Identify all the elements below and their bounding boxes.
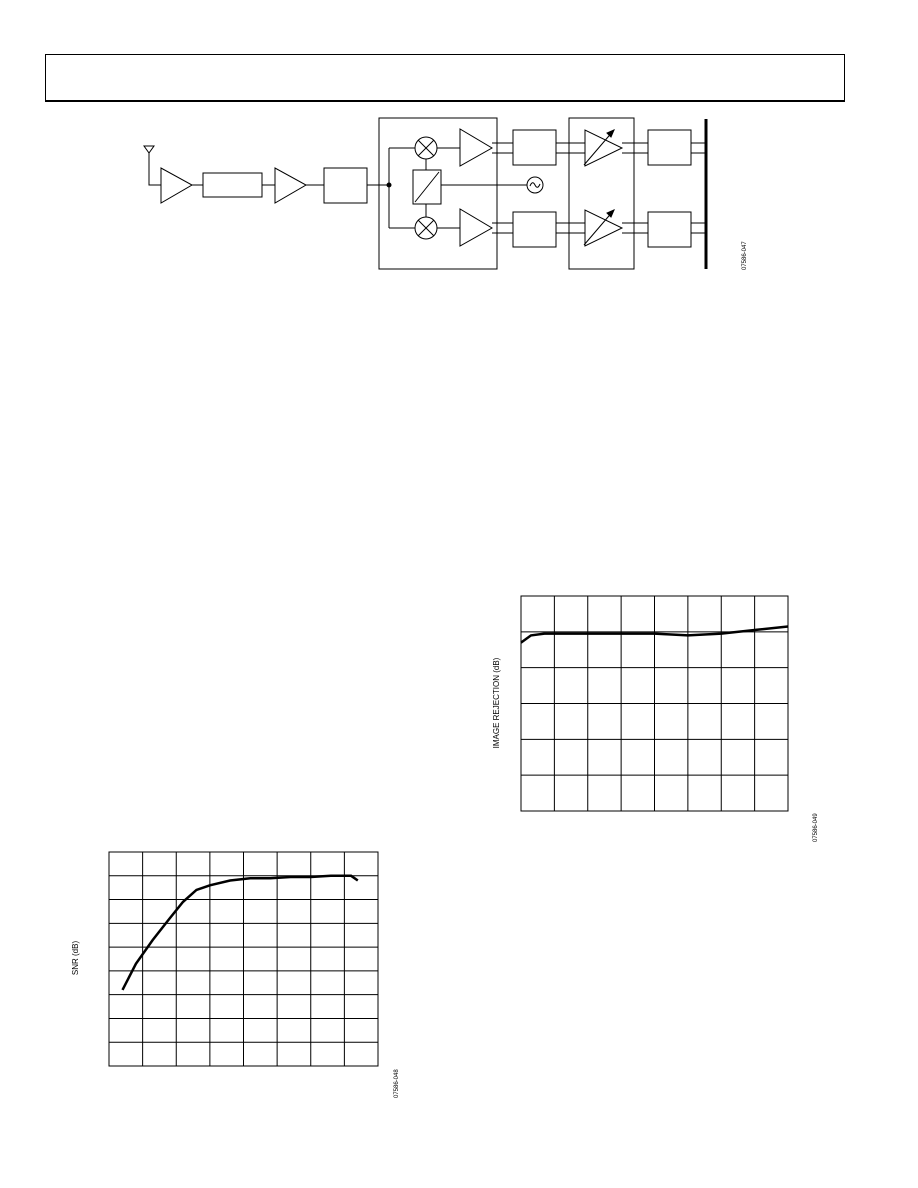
i-baseband-amp [460,129,492,166]
mixer-q-icon [415,217,437,239]
snr-chart-grid [109,852,378,1066]
vga-box [569,118,634,269]
q-vga-amplifier [585,210,622,246]
snr-figure-id: 07586-048 [394,1069,400,1098]
rf-block [324,168,367,203]
q-baseband-amp [460,209,492,246]
snr-series-line [123,876,358,990]
image-rejection-y-axis-label: IMAGE REJECTION (dB) [492,657,501,749]
snr-chart [109,852,378,1066]
local-oscillator-icon [527,177,543,193]
q-filter-block [513,212,556,247]
image-rejection-chart [521,596,788,811]
i-vga-amplifier [585,130,622,166]
image-rejection-chart-grid [521,596,788,811]
q-vga-gain-arrow-icon [584,210,614,245]
image-rejection-figure-id: 07586-049 [813,813,819,842]
block-diagram-figure-id: 07586-047 [742,241,748,270]
i-adc-block [648,130,691,165]
antenna-icon [144,146,161,185]
lna-amplifier [161,168,192,203]
i-vga-gain-arrow-icon [584,130,614,165]
snr-y-axis-label: SNR (dB) [71,940,80,976]
rf-filter-block [203,173,262,197]
mixer-i-icon [415,137,437,159]
q-adc-block [648,212,691,247]
i-filter-block [513,130,556,165]
block-diagram [144,118,706,269]
rf-amplifier [275,168,306,203]
